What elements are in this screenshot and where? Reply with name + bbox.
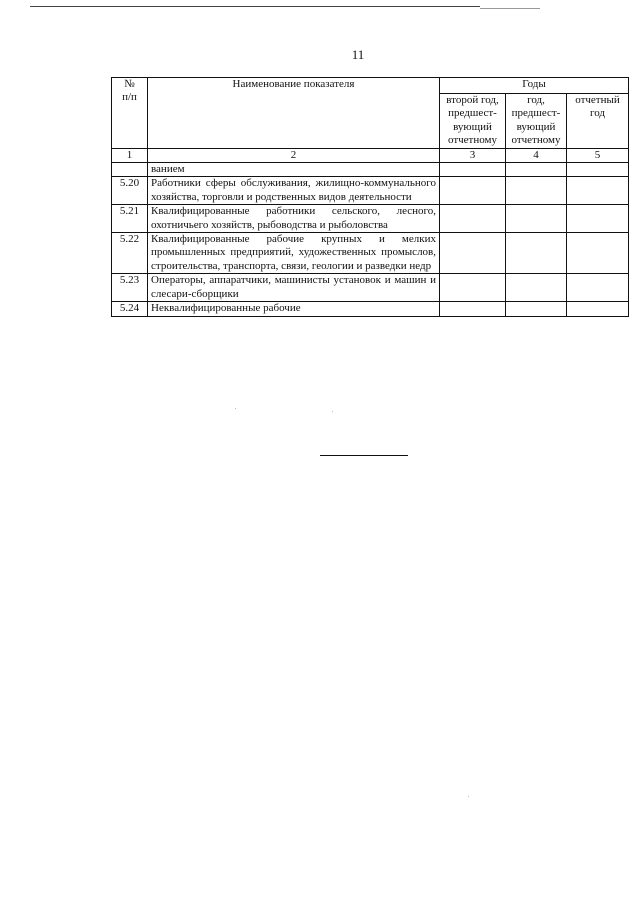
table-row <box>112 233 629 274</box>
row-number: 5.20 <box>112 177 148 205</box>
table-cell <box>567 233 629 274</box>
row-name: Квалифицированные рабочие крупных и мелких промышленных предприятий, художественных промыслов, строительства, транспорта, связи, геологии и разведки недр <box>148 233 440 274</box>
page-number: 11 <box>351 47 365 62</box>
row-number: 5.24 <box>112 302 148 316</box>
header-years: Годы <box>440 78 629 94</box>
column-number-row <box>112 148 629 162</box>
row-number: 5.22 <box>112 233 148 274</box>
table-cell <box>506 205 567 233</box>
scan-speck <box>332 411 333 412</box>
table-cell <box>506 233 567 274</box>
column-number-4: 4 <box>506 148 567 162</box>
row-name: Квалифицированные работники сельского, лесного, охотничьего хозяйств, рыбоводства и рыболовства <box>148 205 440 233</box>
table-cell <box>567 274 629 302</box>
table-cell <box>567 302 629 316</box>
table-cell <box>567 177 629 205</box>
column-number-5: 5 <box>567 148 629 162</box>
end-of-table-rule <box>320 455 408 456</box>
table-header-row <box>112 78 629 94</box>
row-name: Неквалифицированные рабочие <box>148 302 440 316</box>
row-number: 5.23 <box>112 274 148 302</box>
table-row <box>112 302 629 316</box>
table-cell <box>506 177 567 205</box>
header-name: Наименование показателя <box>148 78 440 149</box>
table-cell <box>440 274 506 302</box>
row-name: Работники сферы обслуживания, жилищно-коммунального хозяйства, торговли и родственных видов деятельности <box>148 177 440 205</box>
table-cell <box>440 302 506 316</box>
header-col5: отчетный год <box>567 94 629 149</box>
scan-speck <box>235 408 236 409</box>
table-cell <box>440 177 506 205</box>
header-num: № п/п <box>112 78 148 149</box>
continuation-text: ванием <box>148 163 440 177</box>
row-name: Операторы, аппаратчики, машинисты установок и машин и слесари-сборщики <box>148 274 440 302</box>
continuation-row <box>112 163 629 177</box>
table-row <box>112 177 629 205</box>
table-cell <box>440 205 506 233</box>
top-scan-rule <box>30 6 480 7</box>
header-col4: год, предшест- вующий отчетному <box>506 94 567 149</box>
table-cell <box>440 163 506 177</box>
table-cell <box>440 233 506 274</box>
table-row <box>112 205 629 233</box>
top-scan-rule-faint <box>480 8 540 9</box>
indicators-table <box>111 77 629 317</box>
table-row <box>112 274 629 302</box>
table-cell <box>567 205 629 233</box>
row-number: 5.21 <box>112 205 148 233</box>
table-cell <box>506 302 567 316</box>
column-number-3: 3 <box>440 148 506 162</box>
column-number-2: 2 <box>148 148 440 162</box>
header-col3: второй год, предшест- вующий отчетному <box>440 94 506 149</box>
scan-speck <box>468 796 469 797</box>
table-cell <box>506 163 567 177</box>
column-number-1: 1 <box>112 148 148 162</box>
continuation-num <box>112 163 148 177</box>
table-cell <box>567 163 629 177</box>
table-cell <box>506 274 567 302</box>
